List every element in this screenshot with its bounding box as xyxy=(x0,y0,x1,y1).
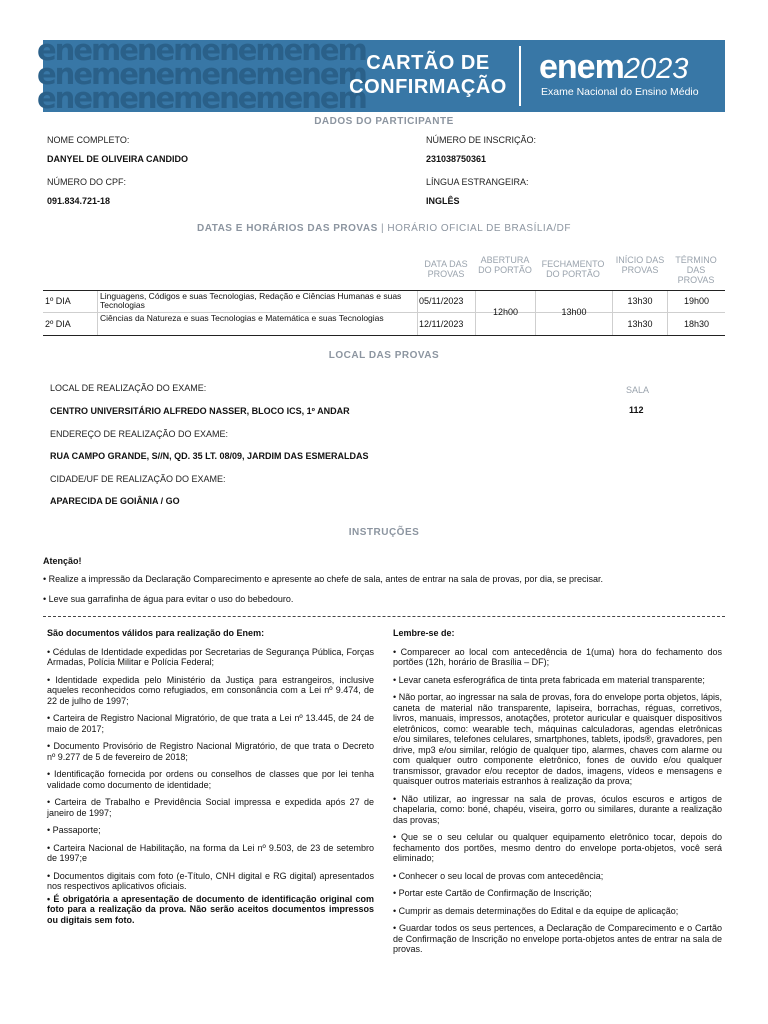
document-item: • Documento Provisório de Registro Nacional Migratório, de que trata o Decreto nº 9.277 de 5 de fevereiro de 2018; xyxy=(47,741,374,762)
header-banner xyxy=(37,33,725,115)
place-value: CENTRO UNIVERSITÁRIO ALFREDO NASSER, BLOCO ICS, 1º ANDAR xyxy=(50,406,350,416)
reminder-item: • Levar caneta esferográfica de tinta preta fabricada em material transparente; xyxy=(393,674,705,685)
reminder-item: • Conhecer o seu local de provas com antecedência; xyxy=(393,870,604,881)
attention-label: Atenção! xyxy=(43,556,82,566)
col-divider xyxy=(417,291,418,335)
city-label: CIDADE/UF DE REALIZAÇÃO DO EXAME: xyxy=(50,474,226,484)
texture-row: enemenemenemenem xyxy=(37,57,366,91)
room-value: 112 xyxy=(629,405,644,415)
reminders-title: Lembre-se de: xyxy=(393,628,455,638)
document-item: • Cédulas de Identidade expedidas por Secretarias de Segurança Pública, Forças Armadas, Polícia Militar e Polícia Federal; xyxy=(47,646,374,667)
document-item: • Carteira de Trabalho e Previdência Social impressa e expedida após 27 de janeiro de 1997; xyxy=(47,797,374,818)
valid-documents-title: São documentos válidos para realização do Enem: xyxy=(47,628,265,638)
reminder-item: • Não portar, ao ingressar na sala de provas, fora do envelope porta objetos, lápis, caneta de material não transparente, lapiseira, borrachas, réguas, corretivos, livros, manuais, impressos, anotações, protetor auricular e quaisquer dispositivos eletrônicos, como: wearable tech, máquinas calculadoras, agendas eletrônicas e/ou similares, telefones celulares, smartphones, tablets, ipods®, gravadores, pen drive, mp3 e/ou similar, relógio de qualquer tipo, alarmes, chaves com alarme ou com qualquer outro componente eletrônico, fones de ouvido e/ou qualquer transmissor, gravador e/ou receptor de dados, imagens, vídeos e mensagens e quaisquer outros materiais estranhos à realização da prova; xyxy=(393,692,722,786)
header-exam-end: TÉRMINO DAS PROVAS xyxy=(675,255,717,285)
address-label: ENDEREÇO DE REALIZAÇÃO DO EXAME: xyxy=(50,429,229,439)
inscription-value: 231038750361 xyxy=(426,154,487,164)
enem-2023-logo: enem2023 xyxy=(539,48,689,86)
row1-start: 13h30 xyxy=(627,296,653,306)
schedule-section-title: DATAS E HORÁRIOS DAS PROVAS | HORÁRIO OFICIAL DE BRASÍLIA/DF xyxy=(197,223,571,234)
texture-row: enemenemenemenem xyxy=(37,33,366,67)
address-value: RUA CAMPO GRANDE, S//N, QD. 35 LT. 08/09, JARDIM DAS ESMERALDAS xyxy=(50,451,369,461)
table-bottom-border xyxy=(43,335,725,336)
language-label: LÍNGUA ESTRANGEIRA: xyxy=(426,177,529,187)
card-title xyxy=(333,51,523,99)
instructions-section-title: INSTRUÇÕES xyxy=(348,527,420,538)
notice-item: • Leve sua garrafinha de água para evitar o uso do bebedouro. xyxy=(43,594,294,604)
place-label: LOCAL DE REALIZAÇÃO DO EXAME: xyxy=(50,383,207,393)
participant-section-title: DADOS DO PARTICIPANTE xyxy=(314,116,454,127)
row2-day: 2º DIA xyxy=(45,319,71,329)
header-gate-close: FECHAMENTO DO PORTÃO xyxy=(541,259,605,279)
row1-subjects: Linguagens, Códigos e suas Tecnologias, Redação e Ciências Humanas e suas Tecnologias xyxy=(100,291,402,310)
city-value: APARECIDA DE GOIÂNIA / GO xyxy=(50,496,180,506)
reminder-item: • Comparecer ao local com antecedência de 1(uma) hora do fechamento dos portões (12h, horário de Brasília – DF); xyxy=(393,646,722,667)
reminders-column xyxy=(393,628,722,962)
row2-end: 18h30 xyxy=(683,319,710,329)
row1-end: 19h00 xyxy=(683,296,710,306)
card-title-line2: CONFIRMAÇÃO xyxy=(349,76,507,98)
header-exam-start: INÍCIO DAS PROVAS xyxy=(615,255,665,275)
document-item: • Passaporte; xyxy=(47,825,101,835)
enem-texture-logo xyxy=(37,33,366,115)
document-item: • Identidade expedida pelo Ministério da Justiça para estrangeiros, inclusive aqueles reconhecidos como refugiados, em consonância com a Lei nº 9.474, de 22 de julho de 1997; xyxy=(47,674,374,706)
row1-day: 1º DIA xyxy=(45,296,71,306)
document-item: • Carteira Nacional de Habilitação, na forma da Lei nº 9.503, de 23 de setembro de 1997;e xyxy=(47,842,374,863)
row2-start: 13h30 xyxy=(627,319,653,329)
language-value: INGLÊS xyxy=(426,196,460,206)
card-title-line1: CARTÃO DE xyxy=(366,52,490,74)
reminder-item: • Que se o seu celular ou qualquer equipamento eletrônico tocar, depois do fechamento dos portões, mesmo dentro do envelope porta-objetos, você será eliminado; xyxy=(393,832,722,863)
room-label: SALA xyxy=(626,385,650,395)
header-divider xyxy=(519,46,521,106)
header-exam-date: DATA DAS PROVAS xyxy=(424,259,468,279)
gate-open-time: 12h00 xyxy=(492,307,519,317)
document-item: • Identificação fornecida por ordens ou conselhos de classes que por lei tenha validade como documento de identidade; xyxy=(47,769,374,790)
col-divider xyxy=(97,291,98,335)
texture-row: enemenemenemenem xyxy=(37,81,366,115)
mandatory-document-notice: • É obrigatória a apresentação de documento de identificação original com foto para a realização da prova. Não serão aceitos documentos impressos ou digitais sem foto. xyxy=(47,893,374,925)
exam-subtitle: Exame Nacional do Ensino Médio xyxy=(541,86,699,98)
reminder-item: • Cumprir as demais determinações do Edital e da equipe de aplicação; xyxy=(393,905,679,916)
cpf-label: NÚMERO DO CPF: xyxy=(47,177,127,187)
location-section-title: LOCAL DAS PROVAS xyxy=(328,350,440,361)
reminder-item: • Portar este Cartão de Confirmação de Inscrição; xyxy=(393,888,592,898)
dashed-separator xyxy=(43,616,725,617)
document-item: • Documentos digitais com foto (e-Título, CNH digital e RG digital) apresentados nos respectivos aplicativos oficiais. xyxy=(47,870,374,891)
gate-close-time: 13h00 xyxy=(561,307,587,317)
row2-subjects: Ciências da Natureza e suas Tecnologias e Matemática e suas Tecnologias xyxy=(100,313,384,323)
name-label: NOME COMPLETO: xyxy=(47,135,130,145)
notice-item: • Realize a impressão da Declaração Comparecimento e apresente ao chefe de sala, antes de entrar na sala de provas, por dia, se precisar. xyxy=(43,574,603,584)
reminder-item: • Guardar todos os seus pertences, a Declaração de Comparecimento e o Cartão de Confirmação de Inscrição no envelope porta-objetos antes de entrar na sala de provas. xyxy=(393,923,722,954)
cpf-value: 091.834.721-18 xyxy=(47,196,111,206)
row1-date: 05/11/2023 xyxy=(419,296,464,306)
document-item: • Carteira de Registro Nacional Migratório, de que trata a Lei nº 13.445, de 24 de maio de 2017; xyxy=(47,713,374,734)
inscription-label: NÚMERO DE INSCRIÇÃO: xyxy=(426,135,537,145)
row2-date: 12/11/2023 xyxy=(419,319,464,329)
valid-documents-column xyxy=(47,628,374,932)
name-value: DANYEL DE OLIVEIRA CANDIDO xyxy=(47,154,189,164)
reminder-item: • Não utilizar, ao ingressar na sala de provas, óculos escuros e artigos de chapelaria, como: boné, chapéu, viseira, gorro ou similares, durante a realização das provas; xyxy=(393,793,722,825)
header-gate-open: ABERTURA DO PORTÃO xyxy=(478,255,532,275)
